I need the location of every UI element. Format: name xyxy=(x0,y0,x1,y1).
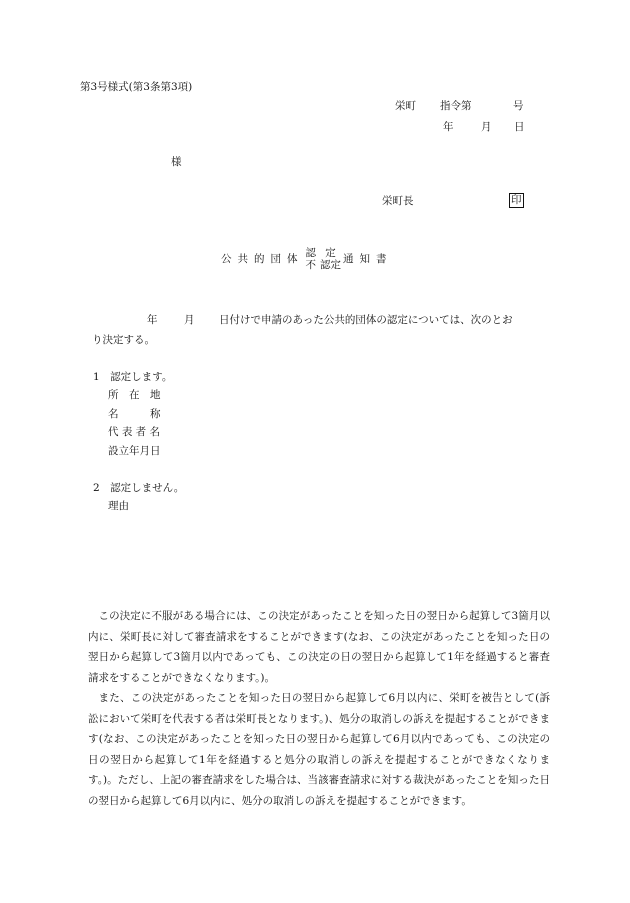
addressee-honorific: 様 xyxy=(171,156,182,168)
field-address: 所 在 地 xyxy=(108,389,161,401)
issuing-town: 栄町 xyxy=(395,100,416,112)
title-suffix: 通知書 xyxy=(343,253,393,265)
field-name: 名 称 xyxy=(108,408,161,420)
appeal-notice xyxy=(88,606,550,811)
intro-year: 年 xyxy=(147,314,158,326)
issuer-title: 栄町長 xyxy=(382,195,414,207)
title-option-1 xyxy=(306,247,317,271)
field-representative: 代 表 者 名 xyxy=(108,426,161,438)
appeal-notice-paragraph-2: また、この決定があったことを知った日の翌日から起算して6月以内に、栄町を被告として(訴訟において栄町を代表する者は栄町長となります。)、処分の取消しの訴えを提起することができます(なお、この決定があったことを知った日の翌日から起算して6月以内であっても、この決定の日の翌日から起算して1年を経過すると処分の取消しの訴えを提起することができなくなります。)。ただし、上記の審査請求をした場合は、当該審査請求に対する裁決があったことを知った日の翌日から起算して6月以内に、処分の取消しの訴えを提起することができます。 xyxy=(88,692,550,807)
date-day: 日 xyxy=(514,121,525,133)
intro-line-1: 日付けで申請のあった公共的団体の認定については、次のとお xyxy=(219,314,513,326)
intro-month: 月 xyxy=(184,314,195,326)
appeal-notice-paragraph-1: この決定に不服がある場合には、この決定があったことを知った日の翌日から起算して3箇月以内に、栄町長に対して審査請求をすることができます(なお、この決定があったことを知った日の翌日から起算して3箇月以内であっても、この決定の日の翌日から起算して1年を経過すると審査請求をすることができなくなります。)。 xyxy=(88,610,550,684)
date-year: 年 xyxy=(443,121,454,133)
title-option-1-top: 認 xyxy=(305,247,316,259)
document-title xyxy=(221,247,393,271)
form-label: 第3号様式(第3条第3項) xyxy=(80,81,193,93)
seal-mark xyxy=(509,193,524,208)
section-2-heading: 2 認定しません。 xyxy=(93,482,185,494)
intro-line-2: り決定する。 xyxy=(92,334,155,346)
reason-label: 理由 xyxy=(108,500,129,512)
reference-prefix: 指令第 xyxy=(440,100,472,112)
date-month: 月 xyxy=(481,121,492,133)
title-option-1-bottom: 不 xyxy=(305,259,316,271)
title-option-2 xyxy=(320,247,341,271)
seal-box: 印 xyxy=(511,194,522,206)
section-1-heading: 1 認定します。 xyxy=(93,371,173,383)
reference-suffix: 号 xyxy=(513,100,524,112)
title-option-2-bottom: 認定 xyxy=(320,259,341,271)
title-option-2-top: 定 xyxy=(325,247,336,259)
title-prefix: 公共的団体 xyxy=(221,253,304,265)
field-established-date: 設立年月日 xyxy=(108,445,161,457)
